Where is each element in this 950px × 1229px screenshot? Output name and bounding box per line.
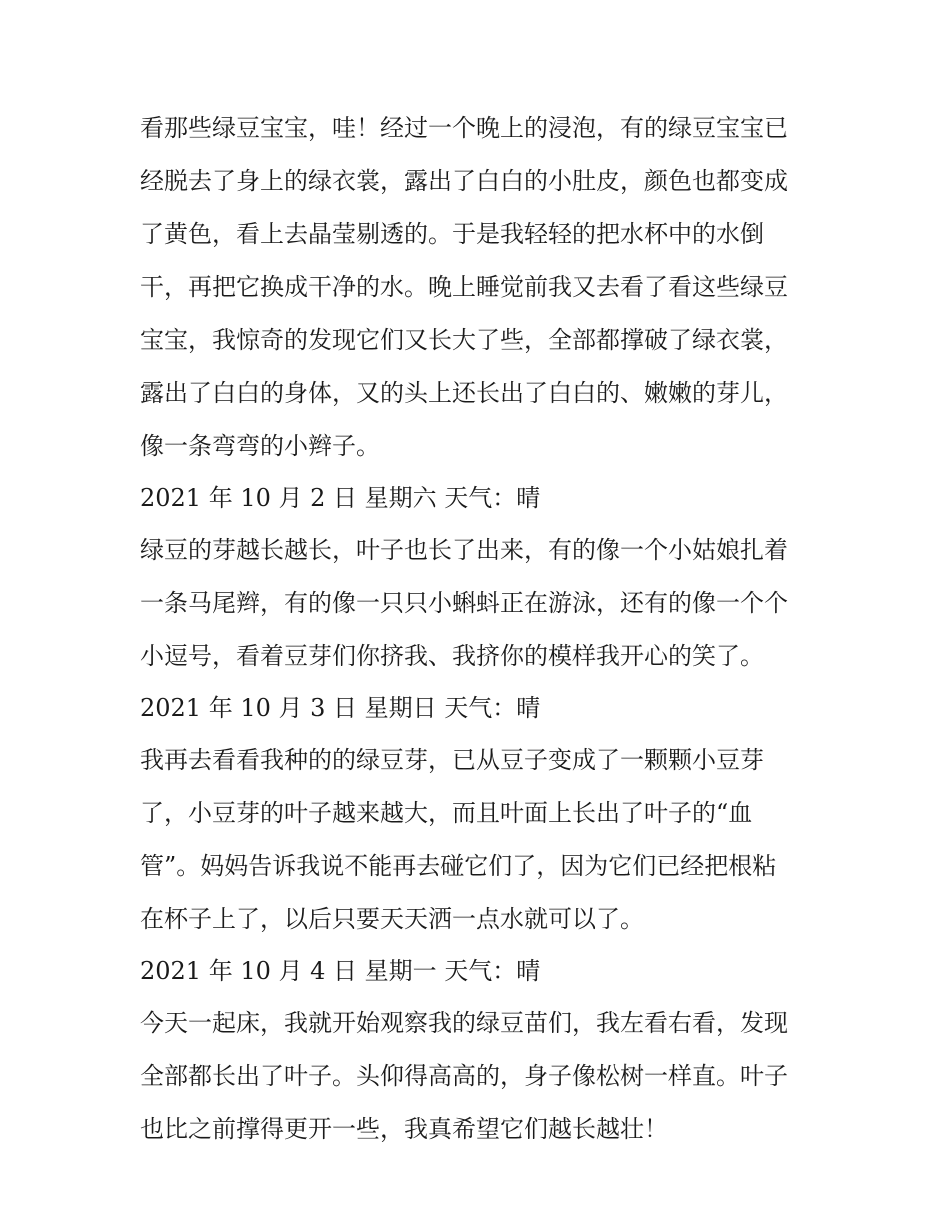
text-line: 一条马尾辫，有的像一只只小蝌蚪正在游泳，还有的像一个个 [140,589,788,617]
text-line: 绿豆的芽越长越长，叶子也长了出来，有的像一个小姑娘扎着 [140,536,788,564]
text-line: 全部都长出了叶子。头仰得高高的，身子像松树一样直。叶子 [140,1062,788,1090]
entry-date-heading: 2021 年 10 月 2 日 星期六 天气：晴 [140,484,541,512]
text-line: 也比之前撑得更开一些，我真希望它们越长越壮！ [140,1115,668,1143]
text-line: 露出了白白的身体，又的头上还长出了白白的、嫩嫩的芽儿， [140,379,788,407]
text-line: 我再去看看我种的的绿豆芽，已从豆子变成了一颗颗小豆芽 [140,746,764,774]
entry-date-heading: 2021 年 10 月 3 日 星期日 天气：晴 [140,694,541,722]
text-line: 管”。妈妈告诉我说不能再去碰它们了，因为它们已经把根粘 [140,852,777,880]
text-line: 像一条弯弯的小辫子。 [140,432,380,460]
entry-date-heading: 2021 年 10 月 4 日 星期一 天气：晴 [140,957,541,985]
entry-paragraph [140,997,815,1156]
diary-text [140,102,815,1156]
paragraph-continuation [140,102,815,473]
text-line: 宝宝，我惊奇的发现它们又长大了些，全部都撑破了绿衣裳， [140,326,788,354]
entry-paragraph [140,734,815,946]
text-line: 了，小豆芽的叶子越来越大，而且叶面上长出了叶子的“血 [140,799,753,827]
text-line: 小逗号，看着豆芽们你挤我、我挤你的模样我开心的笑了。 [140,642,764,670]
text-line: 看那些绿豆宝宝，哇！经过一个晚上的浸泡，有的绿豆宝宝已 [140,114,788,142]
text-line: 了黄色，看上去晶莹剔透的。于是我轻轻的把水杯中的水倒 [140,220,764,248]
text-line: 今天一起床，我就开始观察我的绿豆苗们，我左看右看，发现 [140,1009,788,1037]
text-line: 干，再把它换成干净的水。晚上睡觉前我又去看了看这些绿豆 [140,273,788,301]
entry-paragraph [140,524,815,683]
text-line: 经脱去了身上的绿衣裳，露出了白白的小肚皮，颜色也都变成 [140,167,788,195]
text-line: 在杯子上了，以后只要天天洒一点水就可以了。 [140,905,644,933]
